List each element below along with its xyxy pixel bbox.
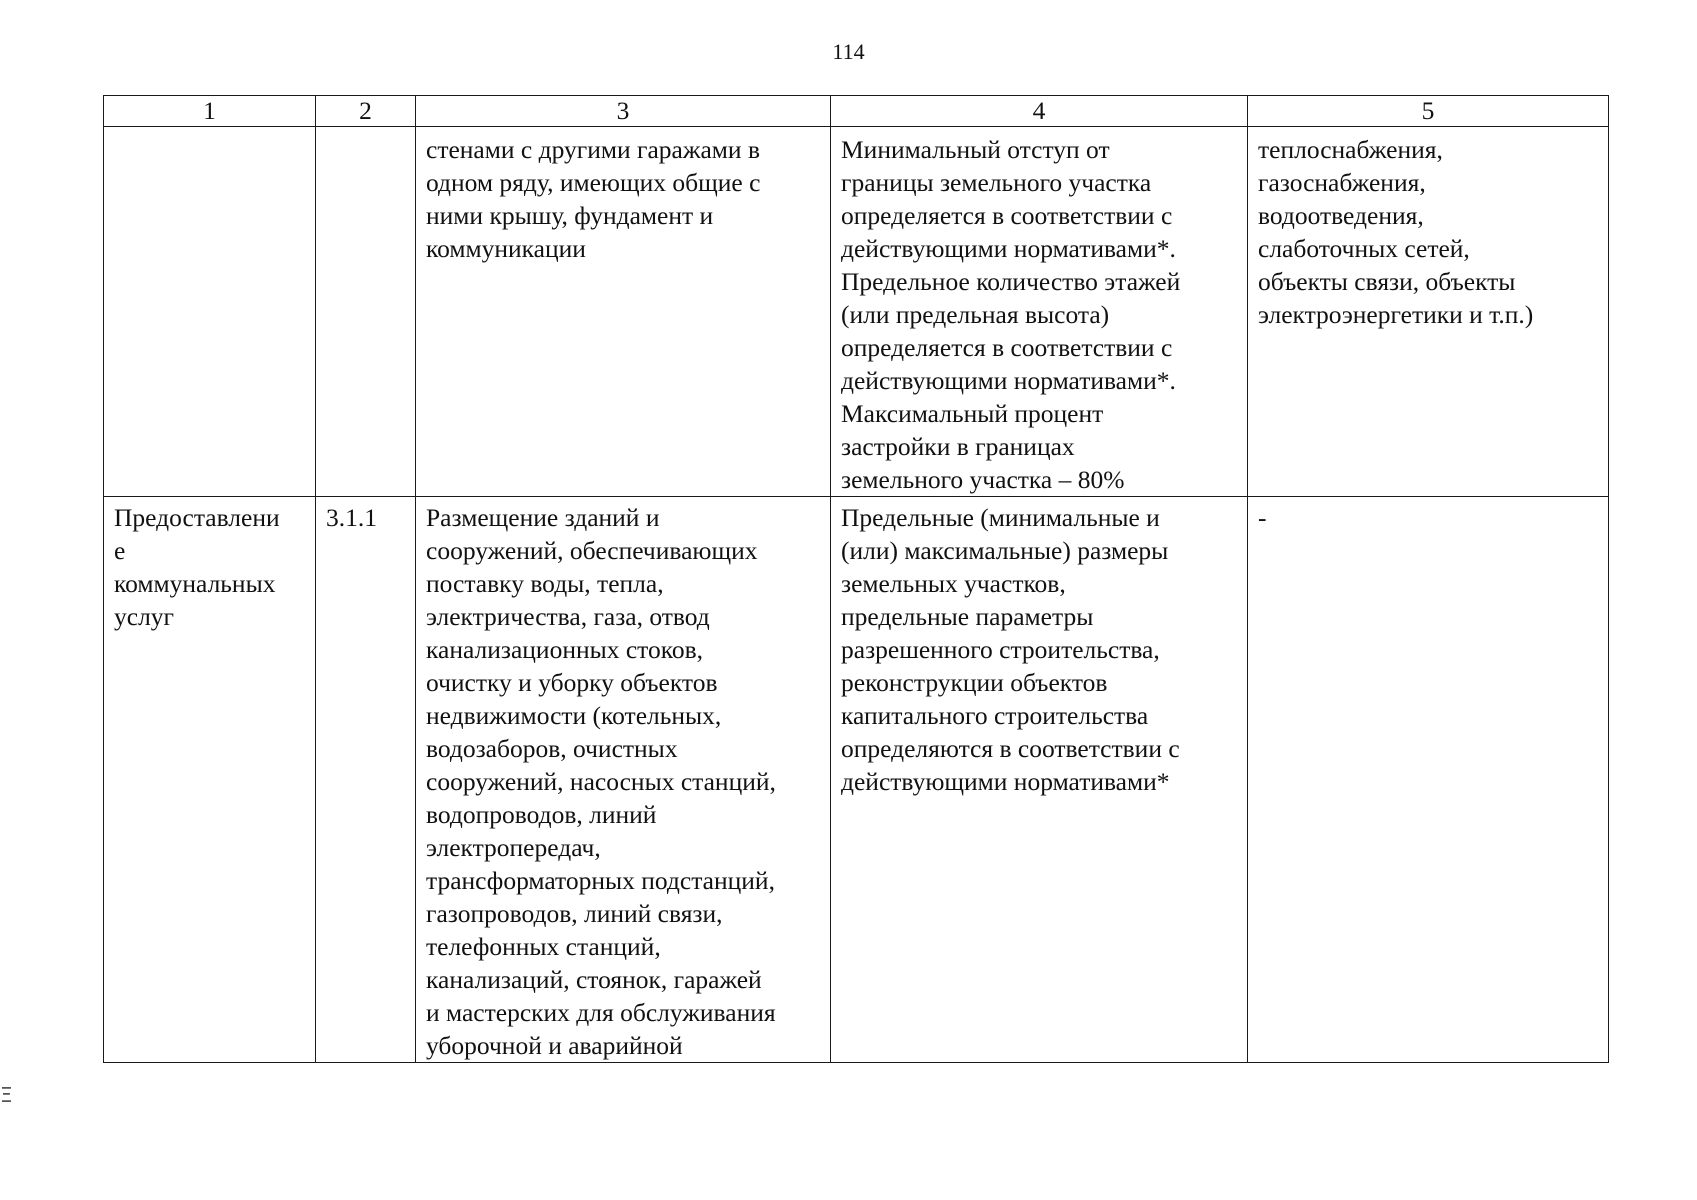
table-cell: [831, 127, 1248, 497]
table-cell: [831, 497, 1248, 1063]
cell-text: -: [1258, 503, 1267, 532]
table-cell: [104, 497, 316, 1063]
cell-text: Размещение зданий и сооружений, обеспечивающих поставку воды, тепла, электричества, газа, отвод канализационных стоков, очистку и уборку объектов недвижимости (котельных, водозаборов, очистных сооружений, насосных станций, водопроводов, линий электропередач, трансформаторных подстанций, газопроводов, линий связи, телефонных станций, канализаций, стоянок, гаражей и мастерских для обслуживания уборочной и аварийной: [426, 503, 776, 1060]
table-cell: [1248, 127, 1609, 497]
cell-text: Минимальный отступ от границы земельного участка определяется в соответствии с действующими нормативами*. Предельное количество этажей (или предельная высота) определяется в соответствии с действующими нормативами*. Максимальный процент застройки в границах земельного участка – 80%: [841, 135, 1181, 494]
table-row: [104, 127, 1609, 497]
table-cell: [316, 497, 416, 1063]
land-use-table: [103, 95, 1609, 1063]
cell-text: Предоставлени е коммунальных услуг: [114, 503, 280, 631]
table-cell: [416, 127, 831, 497]
column-header-5: 5: [1248, 96, 1609, 127]
cell-text: Предельные (минимальные и (или) максимальные) размеры земельных участков, предельные параметры разрешенного строительства, реконструкции объектов капитального строительства определяются в соответствии с действующими нормативами*: [841, 503, 1180, 796]
table-cell: [1248, 497, 1609, 1063]
column-header-4: 4: [831, 96, 1248, 127]
table-cell: [104, 127, 316, 497]
cell-text: стенами с другими гаражами в одном ряду, имеющих общие с ними крышу, фундамент и коммуникации: [426, 135, 761, 263]
cell-text: теплоснабжения, газоснабжения, водоотведения, слаботочных сетей, объекты связи, объекты электроэнергетики и т.п.): [1258, 135, 1534, 329]
cell-text: 3.1.1: [326, 503, 377, 532]
page-number: 114: [832, 39, 865, 64]
column-header-3: 3: [416, 96, 831, 127]
table-cell: [416, 497, 831, 1063]
table-cell: [316, 127, 416, 497]
table-row: [104, 497, 1609, 1063]
header-row: [104, 96, 1609, 127]
column-header-1: 1: [104, 96, 316, 127]
column-header-2: 2: [316, 96, 416, 127]
scan-edge-mark: Ξ: [0, 1083, 13, 1107]
